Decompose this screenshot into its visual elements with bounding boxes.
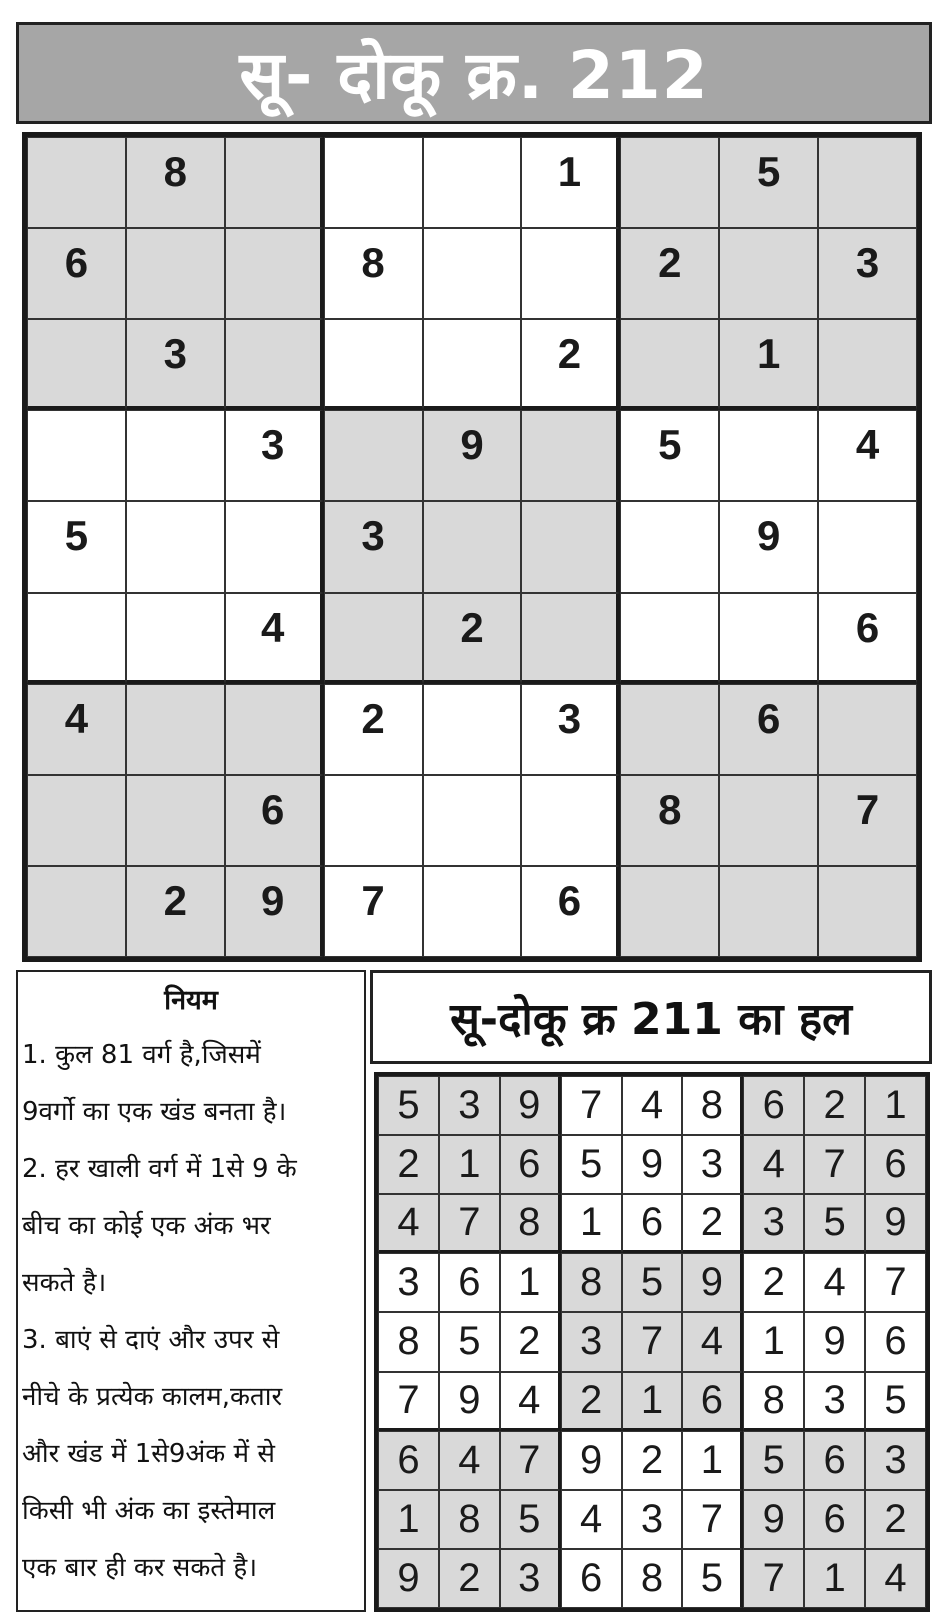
solution-cell: 5 [439, 1312, 500, 1371]
sudoku-cell[interactable]: 2 [521, 319, 620, 410]
solution-cell: 2 [561, 1372, 622, 1431]
solution-cell: 7 [804, 1135, 865, 1194]
sudoku-cell[interactable] [126, 410, 225, 501]
sudoku-cell[interactable] [620, 319, 719, 410]
rules-heading: नियम [164, 985, 218, 1016]
solution-cell: 4 [743, 1135, 804, 1194]
sudoku-cell[interactable]: 2 [126, 866, 225, 957]
solution-cell: 9 [865, 1194, 926, 1253]
sudoku-cell[interactable] [521, 775, 620, 866]
sudoku-cell[interactable]: 6 [521, 866, 620, 957]
solution-cell: 8 [682, 1076, 743, 1135]
sudoku-cell[interactable] [423, 228, 522, 319]
sudoku-cell[interactable] [423, 684, 522, 775]
solution-cell: 1 [622, 1372, 683, 1431]
sudoku-cell[interactable]: 1 [719, 319, 818, 410]
sudoku-cell[interactable] [719, 775, 818, 866]
sudoku-cell[interactable]: 3 [126, 319, 225, 410]
solution-cell: 3 [743, 1194, 804, 1253]
solution-cell: 6 [682, 1372, 743, 1431]
sudoku-cell[interactable]: 3 [324, 501, 423, 592]
solution-cell: 4 [378, 1194, 439, 1253]
rules-line: 2. हर खाली वर्ग में 1से 9 के [22, 1154, 297, 1184]
sudoku-cell[interactable]: 6 [818, 593, 917, 684]
sudoku-cell[interactable]: 2 [324, 684, 423, 775]
sudoku-cell[interactable] [27, 593, 126, 684]
sudoku-cell[interactable] [324, 137, 423, 228]
solution-cell: 1 [804, 1549, 865, 1608]
solution-cell: 8 [378, 1312, 439, 1371]
solution-cell: 8 [439, 1490, 500, 1549]
solution-cell: 1 [682, 1431, 743, 1490]
solution-cell: 4 [804, 1253, 865, 1312]
sudoku-cell[interactable]: 9 [719, 501, 818, 592]
solution-cell: 8 [500, 1194, 561, 1253]
solution-cell: 1 [865, 1076, 926, 1135]
sudoku-cell[interactable] [521, 501, 620, 592]
sudoku-cell[interactable]: 8 [324, 228, 423, 319]
sudoku-cell[interactable]: 5 [719, 137, 818, 228]
rules-line: किसी भी अंक का इस्तेमाल [22, 1496, 276, 1526]
sudoku-cell[interactable] [126, 684, 225, 775]
solution-cell: 4 [561, 1490, 622, 1549]
solution-cell: 4 [439, 1431, 500, 1490]
sudoku-cell[interactable] [620, 137, 719, 228]
solution-cell: 3 [682, 1135, 743, 1194]
rules-line: एक बार ही कर सकते है। [22, 1553, 258, 1583]
sudoku-cell[interactable]: 1 [521, 137, 620, 228]
solution-cell: 6 [804, 1431, 865, 1490]
sudoku-cell[interactable] [818, 866, 917, 957]
sudoku-cell[interactable] [521, 410, 620, 501]
solution-cell: 5 [500, 1490, 561, 1549]
solution-cell: 5 [865, 1372, 926, 1431]
solution-cell: 2 [622, 1431, 683, 1490]
solution-cell: 7 [622, 1312, 683, 1371]
solution-cell: 2 [682, 1194, 743, 1253]
sudoku-cell[interactable] [818, 137, 917, 228]
sudoku-cell[interactable] [324, 319, 423, 410]
solution-cell: 3 [804, 1372, 865, 1431]
solution-cell: 3 [439, 1076, 500, 1135]
solution-cell: 9 [378, 1549, 439, 1608]
sudoku-cell[interactable]: 2 [620, 228, 719, 319]
solution-cell: 1 [500, 1253, 561, 1312]
sudoku-cell[interactable] [719, 593, 818, 684]
sudoku-cell[interactable] [423, 501, 522, 592]
solution-cell: 1 [439, 1135, 500, 1194]
sudoku-cell[interactable] [126, 228, 225, 319]
solution-cell: 6 [500, 1135, 561, 1194]
sudoku-cell[interactable]: 3 [521, 684, 620, 775]
rules-panel [16, 970, 366, 1612]
sudoku-cell[interactable] [126, 501, 225, 592]
solution-cell: 5 [561, 1135, 622, 1194]
solution-cell: 5 [743, 1431, 804, 1490]
sudoku-cell[interactable] [719, 866, 818, 957]
rules-line: 3. बाएं से दाएं और उपर से [22, 1325, 280, 1355]
solution-cell: 6 [622, 1194, 683, 1253]
solution-cell: 3 [378, 1253, 439, 1312]
solution-cell: 2 [743, 1253, 804, 1312]
solution-cell: 6 [439, 1253, 500, 1312]
solution-cell: 6 [378, 1431, 439, 1490]
solution-cell: 7 [500, 1431, 561, 1490]
solution-cell: 6 [743, 1076, 804, 1135]
rules-line: नीचे के प्रत्येक कालम,कतार [22, 1382, 283, 1412]
sudoku-cell[interactable]: 3 [225, 410, 324, 501]
rules-line: 9वर्गो का एक खंड बनता है। [22, 1097, 287, 1127]
solution-cell: 7 [743, 1549, 804, 1608]
solution-cell: 9 [743, 1490, 804, 1549]
rules-line: सकते है। [22, 1268, 107, 1298]
sudoku-cell[interactable] [620, 501, 719, 592]
sudoku-cell[interactable] [423, 866, 522, 957]
solution-cell: 4 [865, 1549, 926, 1608]
solution-title: सू-दोकू क्र 211 का हल [370, 970, 932, 1064]
sudoku-cell[interactable]: 8 [126, 137, 225, 228]
solution-cell: 8 [743, 1372, 804, 1431]
sudoku-cell[interactable] [620, 593, 719, 684]
sudoku-cell[interactable]: 9 [423, 410, 522, 501]
solution-cell: 7 [865, 1253, 926, 1312]
solution-cell: 4 [682, 1312, 743, 1371]
sudoku-cell[interactable] [521, 593, 620, 684]
solution-cell: 5 [682, 1549, 743, 1608]
solution-cell: 9 [804, 1312, 865, 1371]
sudoku-cell[interactable]: 3 [818, 228, 917, 319]
sudoku-cell[interactable]: 4 [225, 593, 324, 684]
sudoku-cell[interactable] [620, 866, 719, 957]
solution-cell: 9 [500, 1076, 561, 1135]
sudoku-cell[interactable] [225, 501, 324, 592]
solution-cell: 2 [865, 1490, 926, 1549]
solution-cell: 8 [561, 1253, 622, 1312]
solution-cell: 3 [622, 1490, 683, 1549]
sudoku-cell[interactable]: 7 [818, 775, 917, 866]
solution-cell: 2 [500, 1312, 561, 1371]
sudoku-cell[interactable] [423, 137, 522, 228]
sudoku-cell[interactable] [27, 410, 126, 501]
sudoku-cell[interactable] [126, 593, 225, 684]
rules-line: बीच का कोई एक अंक भर [22, 1211, 271, 1241]
sudoku-cell[interactable]: 8 [620, 775, 719, 866]
solution-cell: 1 [378, 1490, 439, 1549]
sudoku-cell[interactable] [27, 137, 126, 228]
solution-cell: 2 [804, 1076, 865, 1135]
solution-cell: 5 [622, 1253, 683, 1312]
solution-cell: 6 [804, 1490, 865, 1549]
sudoku-cell[interactable] [818, 501, 917, 592]
solution-cell: 7 [439, 1194, 500, 1253]
sudoku-cell[interactable] [719, 410, 818, 501]
puzzle-title: सू- दोकू क्र. 212 [239, 37, 709, 114]
sudoku-cell[interactable] [27, 319, 126, 410]
solution-cell: 1 [561, 1194, 622, 1253]
sudoku-cell[interactable] [620, 684, 719, 775]
sudoku-page [16, 22, 932, 1612]
sudoku-cell[interactable] [225, 228, 324, 319]
sudoku-cell[interactable]: 5 [27, 501, 126, 592]
sudoku-cell[interactable]: 6 [719, 684, 818, 775]
solution-cell: 9 [439, 1372, 500, 1431]
sudoku-puzzle-grid [22, 132, 922, 962]
rules-line: और खंड में 1से9अंक में से [22, 1439, 275, 1469]
sudoku-cell[interactable] [423, 319, 522, 410]
solution-cell: 2 [378, 1135, 439, 1194]
solution-cell: 3 [561, 1312, 622, 1371]
sudoku-cell[interactable] [126, 775, 225, 866]
sudoku-cell[interactable] [818, 684, 917, 775]
sudoku-cell[interactable] [225, 684, 324, 775]
sudoku-cell[interactable]: 9 [225, 866, 324, 957]
solution-cell: 4 [500, 1372, 561, 1431]
sudoku-cell[interactable] [719, 228, 818, 319]
rules-line: 1. कुल 81 वर्ग है,जिसमें [22, 1040, 261, 1070]
sudoku-cell[interactable] [225, 137, 324, 228]
sudoku-cell[interactable]: 4 [27, 684, 126, 775]
solution-cell: 7 [378, 1372, 439, 1431]
solution-cell: 6 [865, 1312, 926, 1371]
sudoku-cell[interactable] [818, 319, 917, 410]
sudoku-cell[interactable] [521, 228, 620, 319]
solution-cell: 3 [865, 1431, 926, 1490]
sudoku-cell[interactable] [27, 775, 126, 866]
solution-cell: 1 [743, 1312, 804, 1371]
sudoku-cell[interactable] [225, 319, 324, 410]
sudoku-cell[interactable] [423, 775, 522, 866]
solution-cell: 8 [622, 1549, 683, 1608]
sudoku-cell[interactable]: 6 [27, 228, 126, 319]
solution-cell: 5 [804, 1194, 865, 1253]
sudoku-cell[interactable]: 7 [324, 866, 423, 957]
solution-cell: 3 [500, 1549, 561, 1608]
solution-grid [374, 1072, 930, 1612]
solution-cell: 9 [622, 1135, 683, 1194]
sudoku-cell[interactable]: 2 [423, 593, 522, 684]
sudoku-cell[interactable]: 5 [620, 410, 719, 501]
sudoku-cell[interactable] [27, 866, 126, 957]
solution-cell: 7 [682, 1490, 743, 1549]
sudoku-cell[interactable]: 6 [225, 775, 324, 866]
solution-cell: 6 [865, 1135, 926, 1194]
sudoku-cell[interactable]: 4 [818, 410, 917, 501]
solution-cell: 4 [622, 1076, 683, 1135]
solution-cell: 9 [682, 1253, 743, 1312]
solution-cell: 9 [561, 1431, 622, 1490]
solution-cell: 2 [439, 1549, 500, 1608]
solution-cell: 6 [561, 1549, 622, 1608]
title-banner [16, 22, 932, 124]
sudoku-cell[interactable] [324, 410, 423, 501]
sudoku-cell[interactable] [324, 593, 423, 684]
solution-cell: 7 [561, 1076, 622, 1135]
solution-cell: 5 [378, 1076, 439, 1135]
sudoku-cell[interactable] [324, 775, 423, 866]
